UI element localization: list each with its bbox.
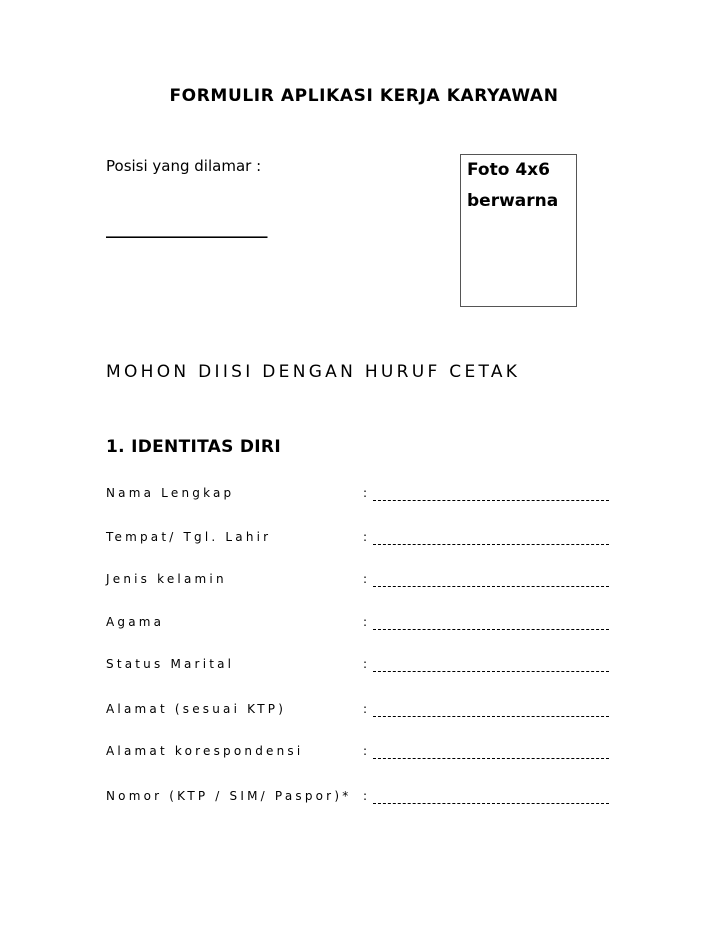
field-row-gender bbox=[106, 572, 626, 592]
field-label: Nomor (KTP / SIM/ Paspor)* bbox=[106, 789, 352, 803]
field-label: Agama bbox=[106, 615, 165, 629]
section-title-identity: 1. IDENTITAS DIRI bbox=[106, 437, 281, 457]
position-blank-line[interactable]: ___________________ bbox=[106, 219, 268, 239]
field-row-full-name bbox=[106, 486, 626, 506]
field-label: Jenis kelamin bbox=[106, 572, 227, 586]
field-blank-line[interactable] bbox=[373, 586, 609, 588]
field-row-marital-status bbox=[106, 657, 626, 677]
field-row-mailing-address bbox=[106, 744, 626, 764]
field-label: Alamat korespondensi bbox=[106, 744, 304, 758]
field-blank-line[interactable] bbox=[373, 544, 609, 546]
field-colon: : bbox=[363, 615, 368, 629]
field-blank-line[interactable] bbox=[373, 758, 609, 760]
field-blank-line[interactable] bbox=[373, 500, 609, 502]
field-label: Nama Lengkap bbox=[106, 486, 235, 500]
field-colon: : bbox=[363, 657, 368, 671]
field-colon: : bbox=[363, 744, 368, 758]
field-blank-line[interactable] bbox=[373, 803, 609, 805]
photo-label-line1: Foto 4x6 bbox=[467, 160, 550, 180]
field-blank-line[interactable] bbox=[373, 716, 609, 718]
field-row-birth-place-date bbox=[106, 530, 626, 550]
field-row-id-number bbox=[106, 789, 626, 809]
field-colon: : bbox=[363, 572, 368, 586]
photo-box bbox=[460, 154, 577, 307]
fill-instruction: MOHON DIISI DENGAN HURUF CETAK bbox=[106, 362, 521, 382]
field-blank-line[interactable] bbox=[373, 671, 609, 673]
field-colon: : bbox=[363, 702, 368, 716]
field-row-address-ktp bbox=[106, 702, 626, 722]
field-colon: : bbox=[363, 486, 368, 500]
photo-label-line2: berwarna bbox=[467, 191, 559, 211]
position-label: Posisi yang dilamar : bbox=[106, 157, 262, 175]
field-label: Alamat (sesuai KTP) bbox=[106, 702, 287, 716]
field-label: Status Marital bbox=[106, 657, 235, 671]
field-row-religion bbox=[106, 615, 626, 635]
field-colon: : bbox=[363, 789, 368, 803]
field-label: Tempat/ Tgl. Lahir bbox=[106, 530, 272, 544]
form-title: FORMULIR APLIKASI KERJA KARYAWAN bbox=[169, 86, 559, 106]
field-blank-line[interactable] bbox=[373, 629, 609, 631]
field-colon: : bbox=[363, 530, 368, 544]
